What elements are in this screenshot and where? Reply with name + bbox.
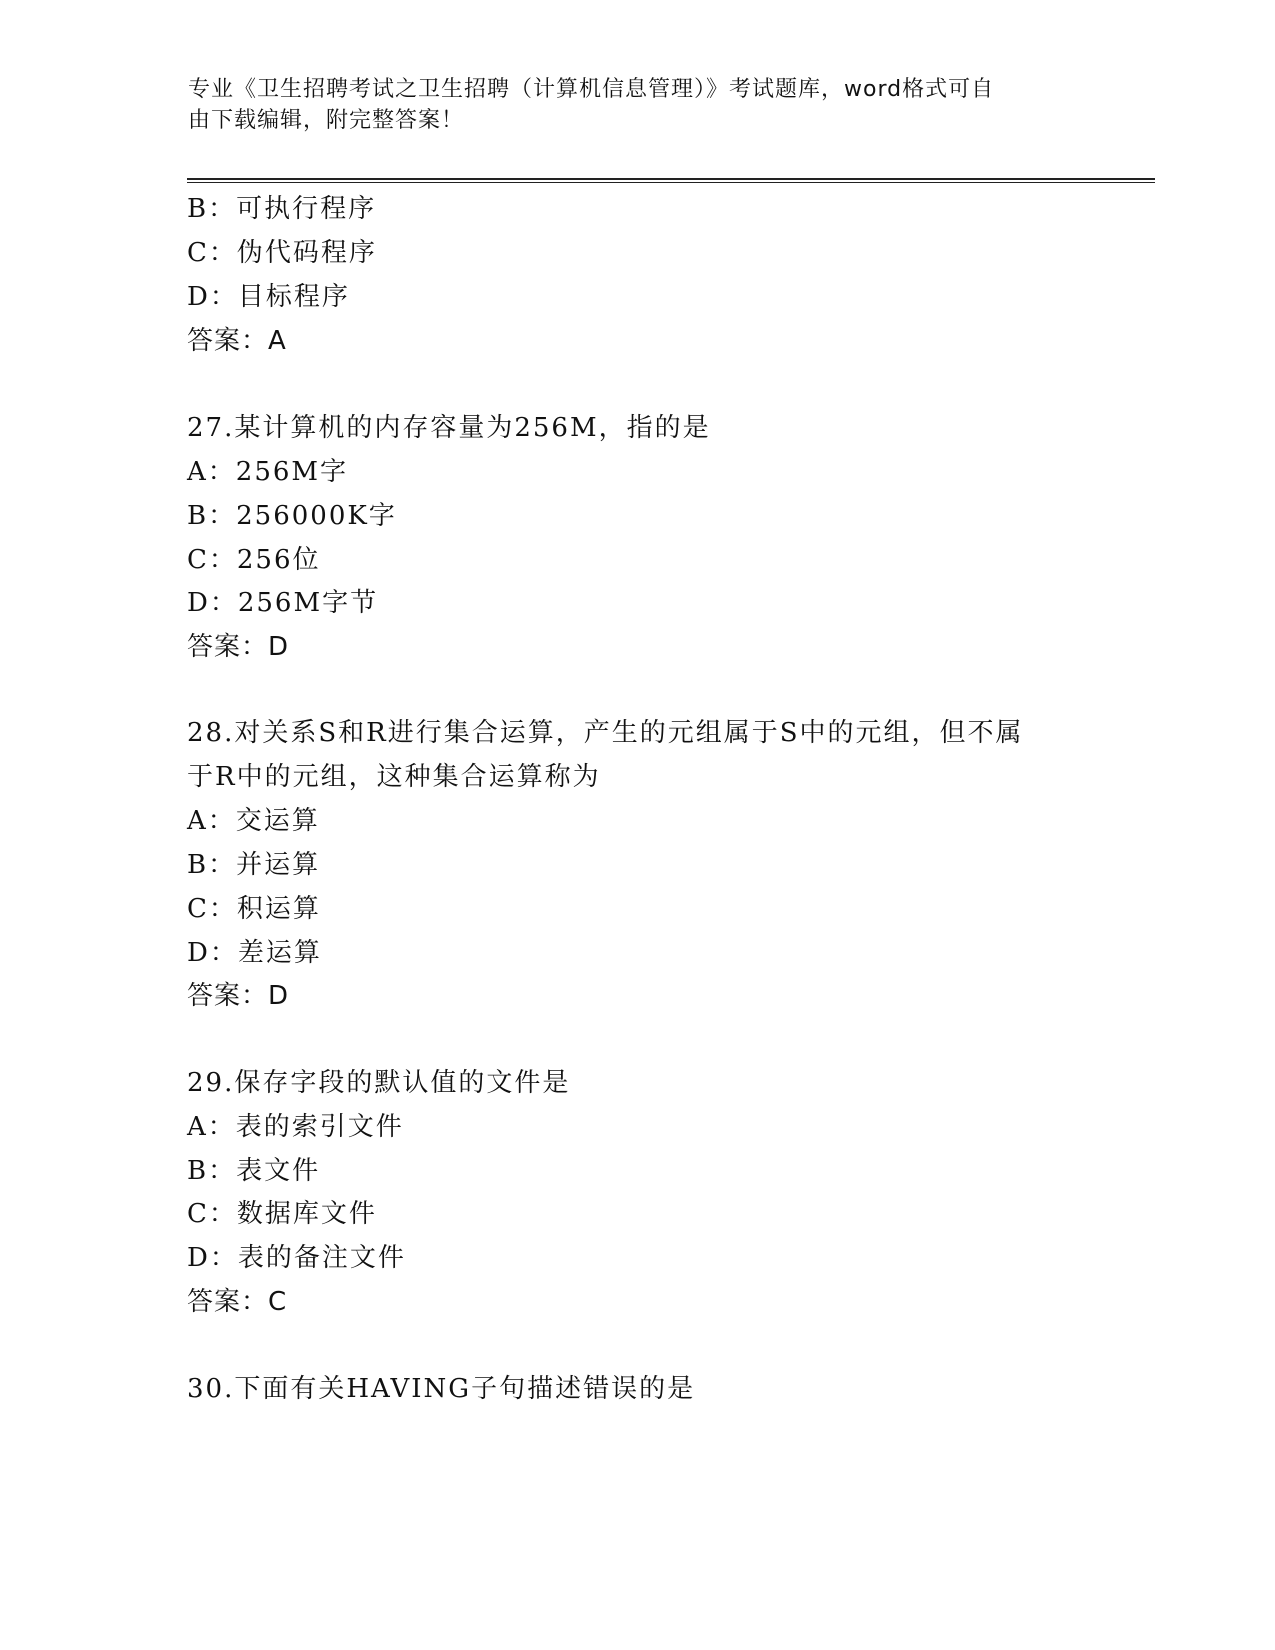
q28-stem-line-2: 于R中的元组，这种集合运算称为 bbox=[187, 762, 601, 792]
q29-stem: 29.保存字段的默认值的文件是 bbox=[187, 1068, 571, 1098]
q27-stem: 27.某计算机的内存容量为256M，指的是 bbox=[187, 413, 711, 443]
q30-stem: 30.下面有关HAVING子句描述错误的是 bbox=[187, 1374, 696, 1404]
q28-stem-line-1: 28.对关系S和R进行集合运算，产生的元组属于S中的元组，但不属 bbox=[187, 718, 1024, 748]
q27-option-b: B：256000K字 bbox=[187, 501, 397, 531]
q28-option-a: A：交运算 bbox=[187, 806, 320, 836]
header-line-2: 由下载编辑，附完整答案！ bbox=[188, 108, 465, 133]
q26-option-c: C：伪代码程序 bbox=[187, 238, 377, 268]
q29-answer: 答案：C bbox=[187, 1287, 288, 1317]
q27-option-d: D：256M字节 bbox=[187, 588, 379, 618]
q27-answer: 答案：D bbox=[187, 632, 290, 662]
q28-answer: 答案：D bbox=[187, 981, 290, 1011]
document-header bbox=[188, 74, 1068, 136]
q26-answer: 答案：A bbox=[187, 326, 287, 356]
header-rule-thick bbox=[187, 178, 1155, 180]
q28-option-b: B：并运算 bbox=[187, 850, 321, 880]
q29-option-d: D：表的备注文件 bbox=[187, 1243, 406, 1273]
q26-option-d: D：目标程序 bbox=[187, 282, 350, 312]
q29-option-a: A：表的索引文件 bbox=[187, 1112, 404, 1142]
q29-option-c: C：数据库文件 bbox=[187, 1199, 377, 1229]
q26-option-b: B：可执行程序 bbox=[187, 194, 377, 224]
q29-option-b: B：表文件 bbox=[187, 1156, 321, 1186]
q27-option-a: A：256M字 bbox=[187, 457, 349, 487]
q28-option-d: D：差运算 bbox=[187, 938, 322, 968]
header-rule-thin bbox=[187, 182, 1155, 183]
header-line-1: 专业《卫生招聘考试之卫生招聘（计算机信息管理）》考试题库，word格式可自 bbox=[188, 77, 995, 102]
q28-option-c: C：积运算 bbox=[187, 894, 321, 924]
q27-option-c: C：256位 bbox=[187, 545, 321, 575]
